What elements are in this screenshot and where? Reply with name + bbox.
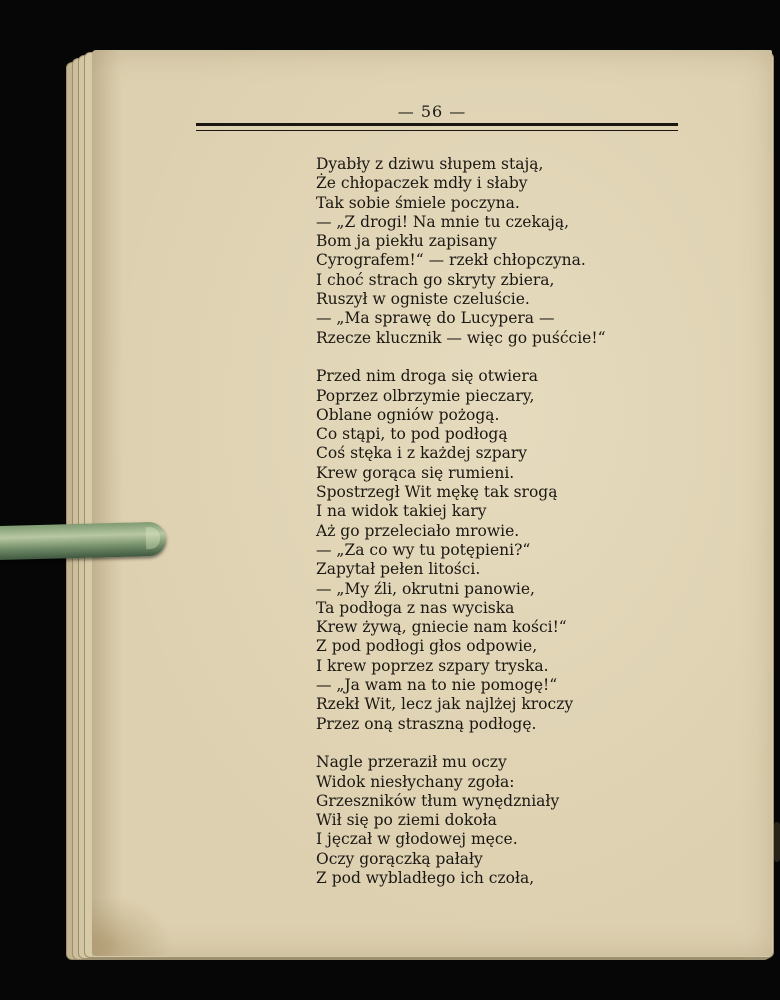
verse-line: Zapytał pełen litości. <box>316 560 481 579</box>
verse-line: Przed nim droga się otwiera <box>316 367 538 386</box>
verse-line: Krew żywą, gniecie nam kości!“ <box>316 618 567 637</box>
verse-line: Rzecze klucznik — więc go puśćcie!“ <box>316 328 606 347</box>
verse-line: Krew gorąca się rumieni. <box>316 463 515 482</box>
verse-line: Oczy gorączką pałały <box>316 849 483 868</box>
book-page <box>92 50 772 956</box>
verse-line: Bom ja piekłu zapisany <box>316 232 497 251</box>
verse-line: Przez oną straszną podłogę. <box>316 714 537 733</box>
verse-line: Rzekł Wit, lecz jak najlżej kroczy <box>316 695 574 714</box>
verse-line: — „Z drogi! Na mnie tu czekają, <box>316 212 570 231</box>
verse-line: Ta podłoga z nas wyciska <box>316 598 515 617</box>
verse-line: I choć strach go skryty zbiera, <box>316 270 555 289</box>
verse-line: Aż go przeleciało mrowie. <box>316 521 520 540</box>
header-rule-thin <box>196 130 678 131</box>
verse-line: Spostrzegł Wit mękę tak srogą <box>316 483 558 502</box>
verse-line: — „My źli, okrutni panowie, <box>316 579 535 598</box>
page-stain <box>92 896 172 956</box>
header-rule-thick <box>196 123 678 126</box>
verse-line: Wił się po ziemi dokoła <box>316 811 497 830</box>
verse-line: Poprzez olbrzymie pieczary, <box>316 386 535 405</box>
verse-line: — „Ma sprawę do Lucypera — <box>316 309 555 328</box>
verse-line: Coś stęka i z każdej szpary <box>316 444 528 463</box>
verse-line: Z pod wybladłego ich czoła, <box>316 868 535 887</box>
stanza-gap <box>316 348 736 367</box>
bookmark-ribbon <box>0 522 166 561</box>
verse-line: I na widok takiej kary <box>316 502 487 521</box>
verse-line: I jęczał w głodowej męce. <box>316 830 518 849</box>
verse-line: Że chłopaczek mdły i słaby <box>316 174 528 193</box>
verse-line: Z pod podłogi głos odpowie, <box>316 637 538 656</box>
verse-line: Ruszył w ogniste czeluście. <box>316 290 530 309</box>
page-clip <box>774 822 780 862</box>
stanza-gap <box>316 734 736 753</box>
verse-line: Cyrografem!“ — rzekł chłopczyna. <box>316 251 586 270</box>
verse-line: Grzeszników tłum wynędzniały <box>316 791 560 810</box>
verse-line: — „Ja wam na to nie pomogę!“ <box>316 676 558 695</box>
verse-line: Co stąpi, to pod podłogą <box>316 425 508 444</box>
verse-line: Widok niesłychany zgoła: <box>316 772 515 791</box>
verse-line: Nagle przeraził mu oczy <box>316 753 507 772</box>
poem-text <box>316 155 736 888</box>
verse-line: Oblane ogniów pożogą. <box>316 405 500 424</box>
verse-line: — „Za co wy tu potępieni?“ <box>316 540 531 559</box>
page-number: — 56 — <box>397 102 467 121</box>
verse-line: Tak sobie śmiele poczyna. <box>316 193 520 212</box>
verse-line: I krew poprzez szpary tryska. <box>316 656 549 675</box>
verse-line: Dyabły z dziwu słupem stają, <box>316 155 544 173</box>
